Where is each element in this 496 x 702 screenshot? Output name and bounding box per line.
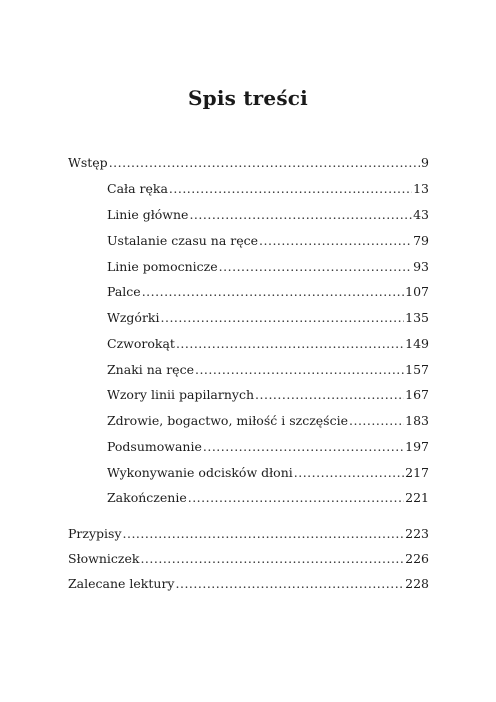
toc-entry-slowniczek: [68, 551, 429, 567]
dot-leader: [349, 413, 404, 429]
toc-entry-zdrowie: [107, 413, 429, 429]
toc-entry-label: Zdrowie, bogactwo, miłość i szczęście: [107, 413, 348, 428]
toc-entry-page: 79: [413, 233, 429, 248]
dot-leader: [176, 336, 404, 352]
toc-entry-label: Linie główne: [107, 207, 189, 222]
dot-leader: [123, 526, 405, 542]
toc-entry-page: 9: [421, 155, 429, 170]
toc-entry-linie-pomocnicze: [107, 259, 429, 275]
toc-entry-page: 183: [405, 413, 429, 428]
toc-entry-page: 93: [413, 259, 429, 274]
dot-leader: [219, 259, 412, 275]
toc-entry-page: 228: [405, 576, 429, 591]
dot-leader: [203, 439, 404, 455]
toc-entry-label: Podsumowanie: [107, 439, 202, 454]
toc-entry-zakonczenie: [107, 490, 429, 506]
dot-leader: [255, 387, 404, 403]
toc-entry-label: Wykonywanie odcisków dłoni: [107, 465, 293, 480]
toc-entry-podsumowanie: [107, 439, 429, 455]
dot-leader: [259, 233, 412, 249]
toc-entry-linie-glowne: [107, 207, 429, 223]
toc-entry-page: 157: [405, 362, 429, 377]
toc-entry-przypisy: [68, 526, 429, 542]
page-title: Spis treści: [188, 86, 308, 110]
toc-entry-page: 217: [405, 465, 429, 480]
toc-entry-wzory-linii: [107, 387, 429, 403]
toc-entry-label: Czworokąt: [107, 336, 175, 351]
toc-entry-page: 13: [413, 181, 429, 196]
toc-entry-palce: [107, 284, 429, 300]
toc-entry-label: Cała ręka: [107, 181, 168, 196]
toc-entry-wstep: [68, 155, 429, 171]
toc-entry-label: Palce: [107, 284, 141, 299]
dot-leader: [195, 362, 404, 378]
toc-entry-page: 107: [405, 284, 429, 299]
toc-entry-page: 135: [405, 310, 429, 325]
toc-entry-label: Przypisy: [68, 526, 122, 541]
toc-entry-ustalanie-czasu: [107, 233, 429, 249]
toc-entry-label: Słowniczek: [68, 551, 140, 566]
dot-leader: [142, 284, 404, 300]
toc-entry-label: Ustalanie czasu na ręce: [107, 233, 259, 248]
toc-entry-odciski: [107, 465, 429, 481]
toc-entry-cala-reka: [107, 181, 429, 197]
toc-entry-label: Wzory linii papilarnych: [107, 387, 255, 402]
toc-entry-label: Zakończenie: [107, 490, 187, 505]
dot-leader: [188, 490, 404, 506]
dot-leader: [176, 576, 405, 592]
dot-leader: [294, 465, 404, 481]
toc-entry-label: Linie pomocnicze: [107, 259, 218, 274]
dot-leader: [169, 181, 412, 197]
dot-leader: [140, 551, 404, 567]
toc-entry-page: 223: [405, 526, 429, 541]
toc-entry-label: Wzgórki: [107, 310, 160, 325]
dot-leader: [189, 207, 412, 223]
toc-entry-page: 43: [413, 207, 429, 222]
toc-entry-label: Znaki na ręce: [107, 362, 194, 377]
toc-entry-label: Wstęp: [68, 155, 108, 170]
toc-entry-wzgorki: [107, 310, 429, 326]
toc-entry-czworokat: [107, 336, 429, 352]
toc-entry-zalecane-lektury: [68, 576, 429, 592]
dot-leader: [109, 155, 420, 171]
toc-entry-page: 226: [405, 551, 429, 566]
toc-entry-znaki-na-rece: [107, 362, 429, 378]
toc-entry-page: 221: [405, 490, 429, 505]
toc-entry-page: 167: [405, 387, 429, 402]
toc-entry-label: Zalecane lektury: [68, 576, 175, 591]
dot-leader: [161, 310, 405, 326]
toc-entry-page: 197: [405, 439, 429, 454]
toc-entry-page: 149: [405, 336, 429, 351]
